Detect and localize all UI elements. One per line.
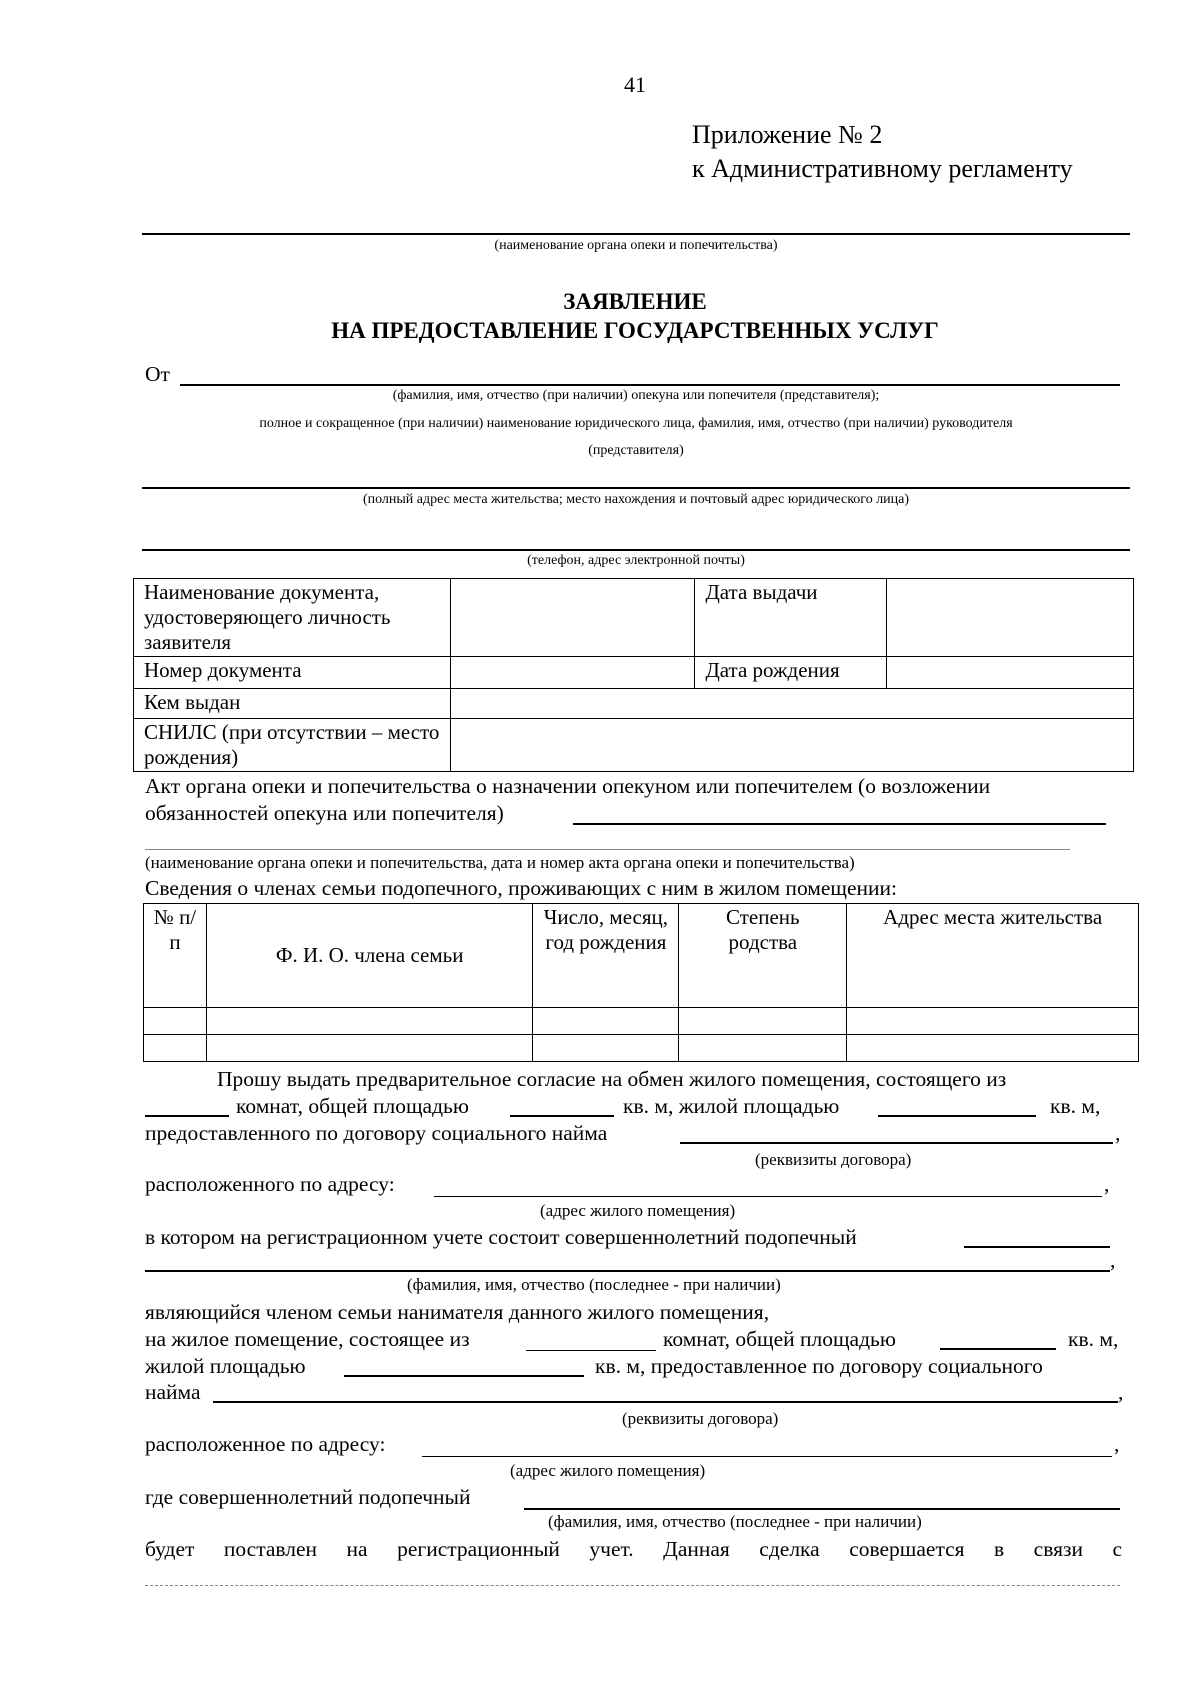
row-2-relation[interactable] <box>679 1035 847 1062</box>
registered-line: в котором на регистрационном учете состоит совершеннолетний подопечный <box>145 1225 857 1249</box>
issued-by-value[interactable] <box>450 689 1133 719</box>
lease-label: найма <box>145 1380 201 1404</box>
appendix-line-2: к Административному регламенту <box>692 154 1073 183</box>
col-header-address: Адрес места жительства <box>847 904 1139 1008</box>
located-at-label: расположенного по адресу: <box>145 1172 395 1196</box>
issue-date-label: Дата выдачи <box>695 579 887 657</box>
title-line-2: НА ПРЕДОСТАВЛЕНИЕ ГОСУДАРСТВЕННЫХ УСЛУГ <box>331 318 939 343</box>
row-2-number[interactable] <box>144 1035 207 1062</box>
where-ward-blank[interactable] <box>524 1508 1120 1510</box>
to-flat-area-label: комнат, общей площадью <box>663 1327 896 1351</box>
doc-name-label: Наименование документа, удостоверяющего личность заявителя <box>134 579 451 657</box>
living-area-label: жилой площадью <box>145 1354 306 1378</box>
issued-by-label: Кем выдан <box>134 689 451 719</box>
contract-blank[interactable] <box>680 1124 1113 1144</box>
appendix-line-1: Приложение № 2 <box>692 120 883 149</box>
last-line: будет поставлен на регистрационный учет. Данная сделка совершается в связи с <box>145 1537 1122 1561</box>
snils-label: СНИЛС (при отсутствии – место рождения) <box>134 719 451 772</box>
living-area-blank[interactable] <box>878 1097 1036 1117</box>
address-line <box>142 487 1130 489</box>
to-flat-sqm-label: кв. м, <box>1068 1327 1119 1351</box>
birth-date-label: Дата рождения <box>695 657 887 689</box>
id-document-table <box>133 578 1134 772</box>
ward-name-line[interactable] <box>145 1270 1110 1272</box>
living-area-text: кв. м, предоставленное по договору социального <box>595 1354 1043 1378</box>
row-2-name[interactable] <box>206 1035 533 1062</box>
contract-caption: (реквизиты договора) <box>755 1150 912 1169</box>
table-row <box>144 1008 1139 1035</box>
org-name-caption: (наименование органа опеки и попечительства) <box>494 238 778 253</box>
family-table <box>143 903 1139 1062</box>
row-1-address[interactable] <box>847 1008 1139 1035</box>
where-label: где совершеннолетний подопечный <box>145 1485 471 1509</box>
from-label: От <box>145 362 170 386</box>
where-name-caption: (фамилия, имя, отчество (последнее - при наличии) <box>548 1512 922 1531</box>
comma: , <box>1110 1248 1116 1272</box>
org-name-line <box>142 233 1130 235</box>
act-fill-line <box>573 823 1106 825</box>
from-line <box>180 384 1120 386</box>
new-living-area-blank[interactable] <box>344 1357 584 1377</box>
reason-line[interactable] <box>145 1585 1120 1586</box>
request-line-1: Прошу выдать предварительное согласие на обмен жилого помещения, состоящего из <box>217 1067 1007 1091</box>
col-header-relation: Степень родства <box>679 904 847 1008</box>
row-2-address[interactable] <box>847 1035 1139 1062</box>
row-2-birth[interactable] <box>533 1035 679 1062</box>
act-caption: (наименование органа опеки и попечительства, дата и номер акта органа опеки и попечительства) <box>145 853 855 872</box>
birth-date-value[interactable] <box>887 657 1134 689</box>
new-contract-blank[interactable] <box>213 1383 1118 1403</box>
address-blank[interactable] <box>434 1196 1102 1197</box>
from-caption-2: полное и сокращенное (при наличии) наименование юридического лица, фамилия, имя, отчество (при наличии) руководителя <box>259 416 1013 431</box>
ward-name-caption: (фамилия, имя, отчество (последнее - при наличии) <box>407 1275 781 1294</box>
page-number: 41 <box>624 72 646 97</box>
doc-number-value[interactable] <box>450 657 695 689</box>
located-at-label-2: расположенное по адресу: <box>145 1432 386 1456</box>
ward-blank[interactable] <box>964 1228 1110 1248</box>
act-line-2: обязанностей опекуна или попечителя) <box>145 801 504 825</box>
phone-caption: (телефон, адрес электронной почты) <box>527 553 745 568</box>
col-header-number: № п/п <box>144 904 207 1008</box>
row-1-number[interactable] <box>144 1008 207 1035</box>
doc-name-value[interactable] <box>450 579 695 657</box>
snils-value[interactable] <box>450 719 1133 772</box>
request-sqm-label: кв. м, <box>1050 1094 1101 1118</box>
request-rooms-label: комнат, общей площадью <box>236 1094 469 1118</box>
comma: , <box>1104 1172 1110 1196</box>
appendix-block <box>692 118 1073 186</box>
issue-date-value[interactable] <box>887 579 1134 657</box>
address-caption: (полный адрес места жительства; место нахождения и почтовый адрес юридического лица) <box>362 492 910 507</box>
act-name-line <box>145 849 1070 850</box>
new-address-blank[interactable] <box>422 1456 1112 1457</box>
title-line-1: ЗАЯВЛЕНИЕ <box>563 289 707 314</box>
row-1-name[interactable] <box>206 1008 533 1035</box>
new-total-area-blank[interactable] <box>940 1330 1056 1350</box>
from-caption-3: (представителя) <box>588 443 684 458</box>
family-heading: Сведения о членах семьи подопечного, проживающих с ним в жилом помещении: <box>145 876 898 900</box>
new-rooms-blank[interactable] <box>526 1350 656 1351</box>
comma: , <box>1115 1121 1121 1145</box>
row-1-birth[interactable] <box>533 1008 679 1035</box>
new-contract-caption: (реквизиты договора) <box>622 1409 779 1428</box>
col-header-birth: Число, месяц, год рождения <box>533 904 679 1008</box>
act-line-1: Акт органа опеки и попечительства о назначении опекуном или попечителем (о возложении <box>145 774 991 798</box>
phone-line <box>142 549 1130 551</box>
rooms-blank[interactable] <box>145 1097 229 1117</box>
comma: , <box>1114 1432 1120 1456</box>
comma: , <box>1118 1380 1124 1404</box>
from-caption-1: (фамилия, имя, отчество (при наличии) опекуна или попечителя (представителя); <box>392 388 880 403</box>
request-lease-line: предоставленного по договору социального найма <box>145 1121 608 1145</box>
table-row <box>144 1035 1139 1062</box>
total-area-blank[interactable] <box>510 1097 614 1117</box>
row-1-relation[interactable] <box>679 1008 847 1035</box>
new-address-caption: (адрес жилого помещения) <box>510 1461 706 1480</box>
to-flat-label: на жилое помещение, состоящее из <box>145 1327 470 1351</box>
member-line: являющийся членом семьи нанимателя данного жилого помещения, <box>145 1300 770 1324</box>
address-caption: (адрес жилого помещения) <box>540 1201 736 1220</box>
doc-number-label: Номер документа <box>134 657 451 689</box>
request-area-label: кв. м, жилой площадью <box>623 1094 840 1118</box>
col-header-name: Ф. И. О. члена семьи <box>206 904 533 1008</box>
